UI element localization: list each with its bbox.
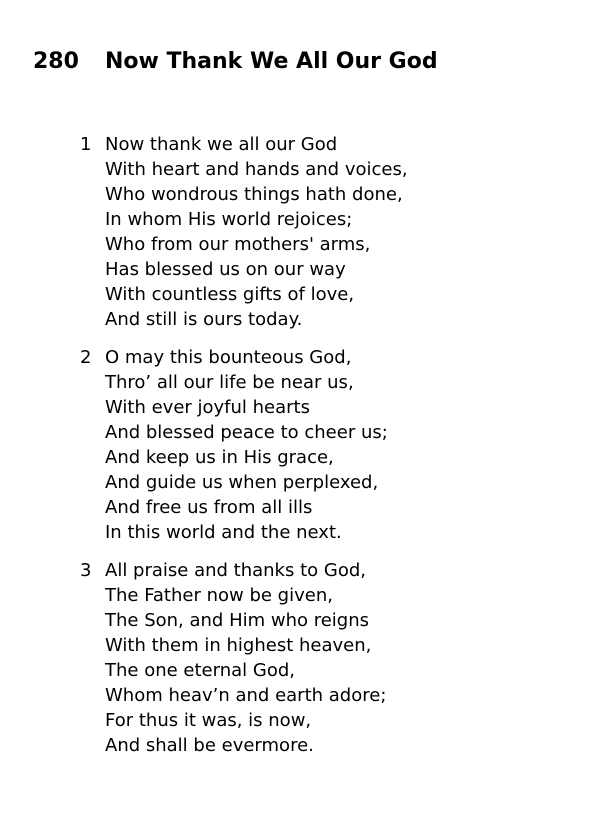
verse-number: 3 xyxy=(80,560,92,581)
verse-line: With countless gifts of love, xyxy=(105,284,355,305)
verse-line: And still is ours today. xyxy=(105,309,303,330)
verse-line: And blessed peace to cheer us; xyxy=(105,422,388,443)
verse-line: Who wondrous things hath done, xyxy=(105,184,403,205)
verse-line: And keep us in His grace, xyxy=(105,447,334,468)
hymn-number: 280 xyxy=(33,49,79,74)
verse-line: Who from our mothers' arms, xyxy=(105,234,371,255)
verse-line: Whom heav’n and earth adore; xyxy=(105,685,387,706)
verse-line: With them in highest heaven, xyxy=(105,635,372,656)
verse-lines xyxy=(105,132,408,332)
hymn-title: Now Thank We All Our God xyxy=(105,49,438,74)
verse-line: Has blessed us on our way xyxy=(105,259,346,280)
verse-line: And shall be evermore. xyxy=(105,735,314,756)
hymn-header xyxy=(33,47,438,77)
verse-line: With heart and hands and voices, xyxy=(105,159,408,180)
verse-lines xyxy=(105,558,386,758)
verse-number: 1 xyxy=(80,134,92,155)
verse-line: In whom His world rejoices; xyxy=(105,209,353,230)
verse-line: With ever joyful hearts xyxy=(105,397,310,418)
verse-line: The one eternal God, xyxy=(105,660,295,681)
verse-line: The Son, and Him who reigns xyxy=(105,610,370,631)
verse-number: 2 xyxy=(80,347,92,368)
verse-line: And free us from all ills xyxy=(105,497,313,518)
verse-line: Thro’ all our life be near us, xyxy=(105,372,354,393)
verse-line: O may this bounteous God, xyxy=(105,347,352,368)
verse-line: For thus it was, is now, xyxy=(105,710,312,731)
verse-line: All praise and thanks to God, xyxy=(105,560,366,581)
verse-line: In this world and the next. xyxy=(105,522,342,543)
verse-line: The Father now be given, xyxy=(105,585,333,606)
verse-lines xyxy=(105,345,388,545)
verse-line: And guide us when perplexed, xyxy=(105,472,379,493)
verse-line: Now thank we all our God xyxy=(105,134,338,155)
